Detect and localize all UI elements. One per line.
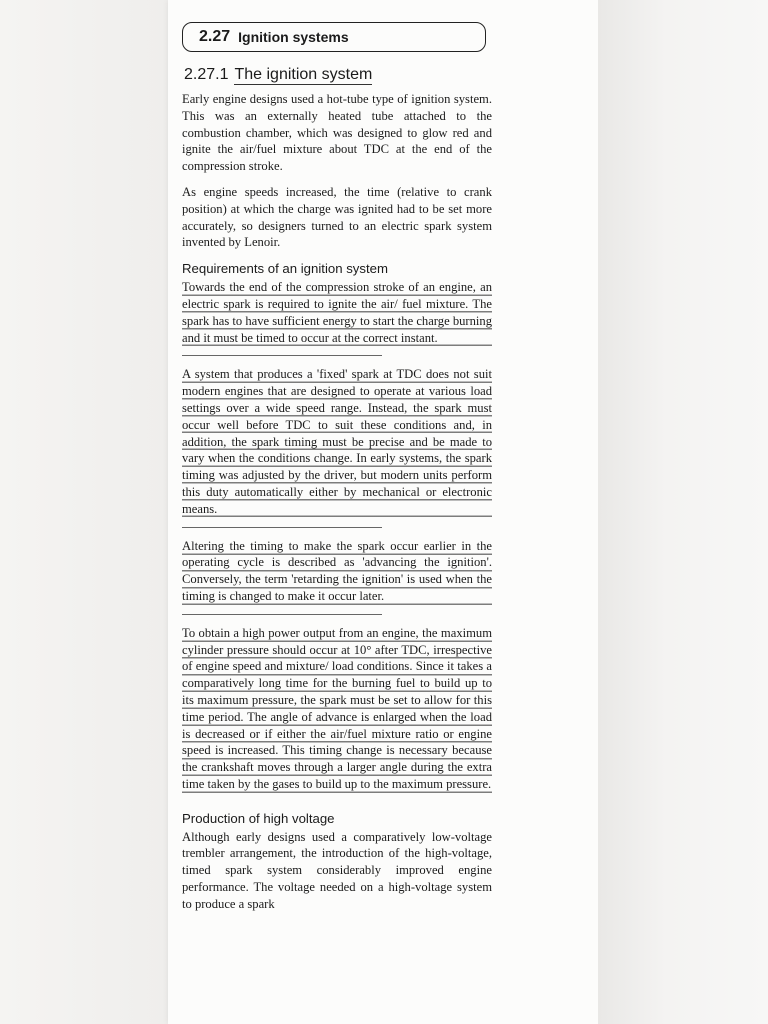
paragraph-voltage-1: Although early designs used a comparatively low-voltage trembler arrangement, the introduction of the high-voltage, timed spark system considerably improved engine performance. The voltage needed on a high-voltage system to produce a spark	[182, 829, 492, 911]
section-number: 2.27	[199, 28, 231, 45]
divider	[182, 355, 382, 356]
subsection-title: The ignition system	[234, 66, 373, 83]
page-content	[182, 22, 492, 922]
paragraph-requirements-3: Altering the timing to make the spark occur earlier in the operating cycle is described as 'advancing the ignition'. Conversely, the term 'retarding the ignition' is used when the timing is changed to make it occur later.	[182, 538, 492, 603]
paragraph-requirements-4: To obtain a high power output from an engine, the maximum cylinder pressure should occur at 10° after TDC, irrespective of engine speed and mixture/ load conditions. Since it takes a comparatively long time for the burning fuel to build up to its maximum pressure, the spark must be set to allow for this time period. The angle of advance is enlarged when the load is decreased or if either the air/fuel mixture ratio or engine speed is increased. This timing change is necessary because the crankshaft moves through a larger angle during the extra time taken by the gases to build up to the maximum pressure.	[182, 625, 492, 791]
paragraph-requirements-2: A system that produces a 'fixed' spark at TDC does not suit modern engines that are designed to operate at various load settings over a wide speed range. Instead, the spark must occur well before TDC to suit these conditions and, in addition, the spark timing must be precise and be made to vary when the conditions change. In early systems, the spark timing was adjusted by the driver, but modern units perform this duty automatically either by mechanical or electronic means.	[182, 367, 492, 516]
paragraph-intro-1: Early engine designs used a hot-tube type of ignition system. This was an externally heated tube attached to the combustion chamber, which was designed to glow red and ignite the air/fuel mixture about TDC at the end of the compression stroke.	[182, 92, 492, 174]
requirements-block	[182, 279, 492, 793]
subsection-number: 2.27.1	[184, 66, 229, 83]
subsection-header	[184, 66, 492, 85]
paragraph-intro-2: As engine speeds increased, the time (relative to crank position) at which the charge was ignited had to be set more accurately, so designers turned to an electric spark system invented by Lenoir.	[182, 184, 492, 250]
heading-requirements: Requirements of an ignition system	[182, 261, 388, 277]
section-header	[182, 22, 486, 52]
heading-voltage: Production of high voltage	[182, 810, 335, 826]
divider	[182, 527, 382, 528]
paragraph-requirements-1: Towards the end of the compression stroke of an engine, an electric spark is required to ignite the air/ fuel mixture. The spark has to have sufficient energy to start the charge burning and it must be timed to occur at the correct instant.	[182, 280, 492, 345]
page-edge-shadow	[598, 0, 768, 1024]
section-title: Ignition systems	[238, 29, 349, 45]
divider	[182, 614, 382, 615]
left-margin	[0, 0, 168, 1024]
